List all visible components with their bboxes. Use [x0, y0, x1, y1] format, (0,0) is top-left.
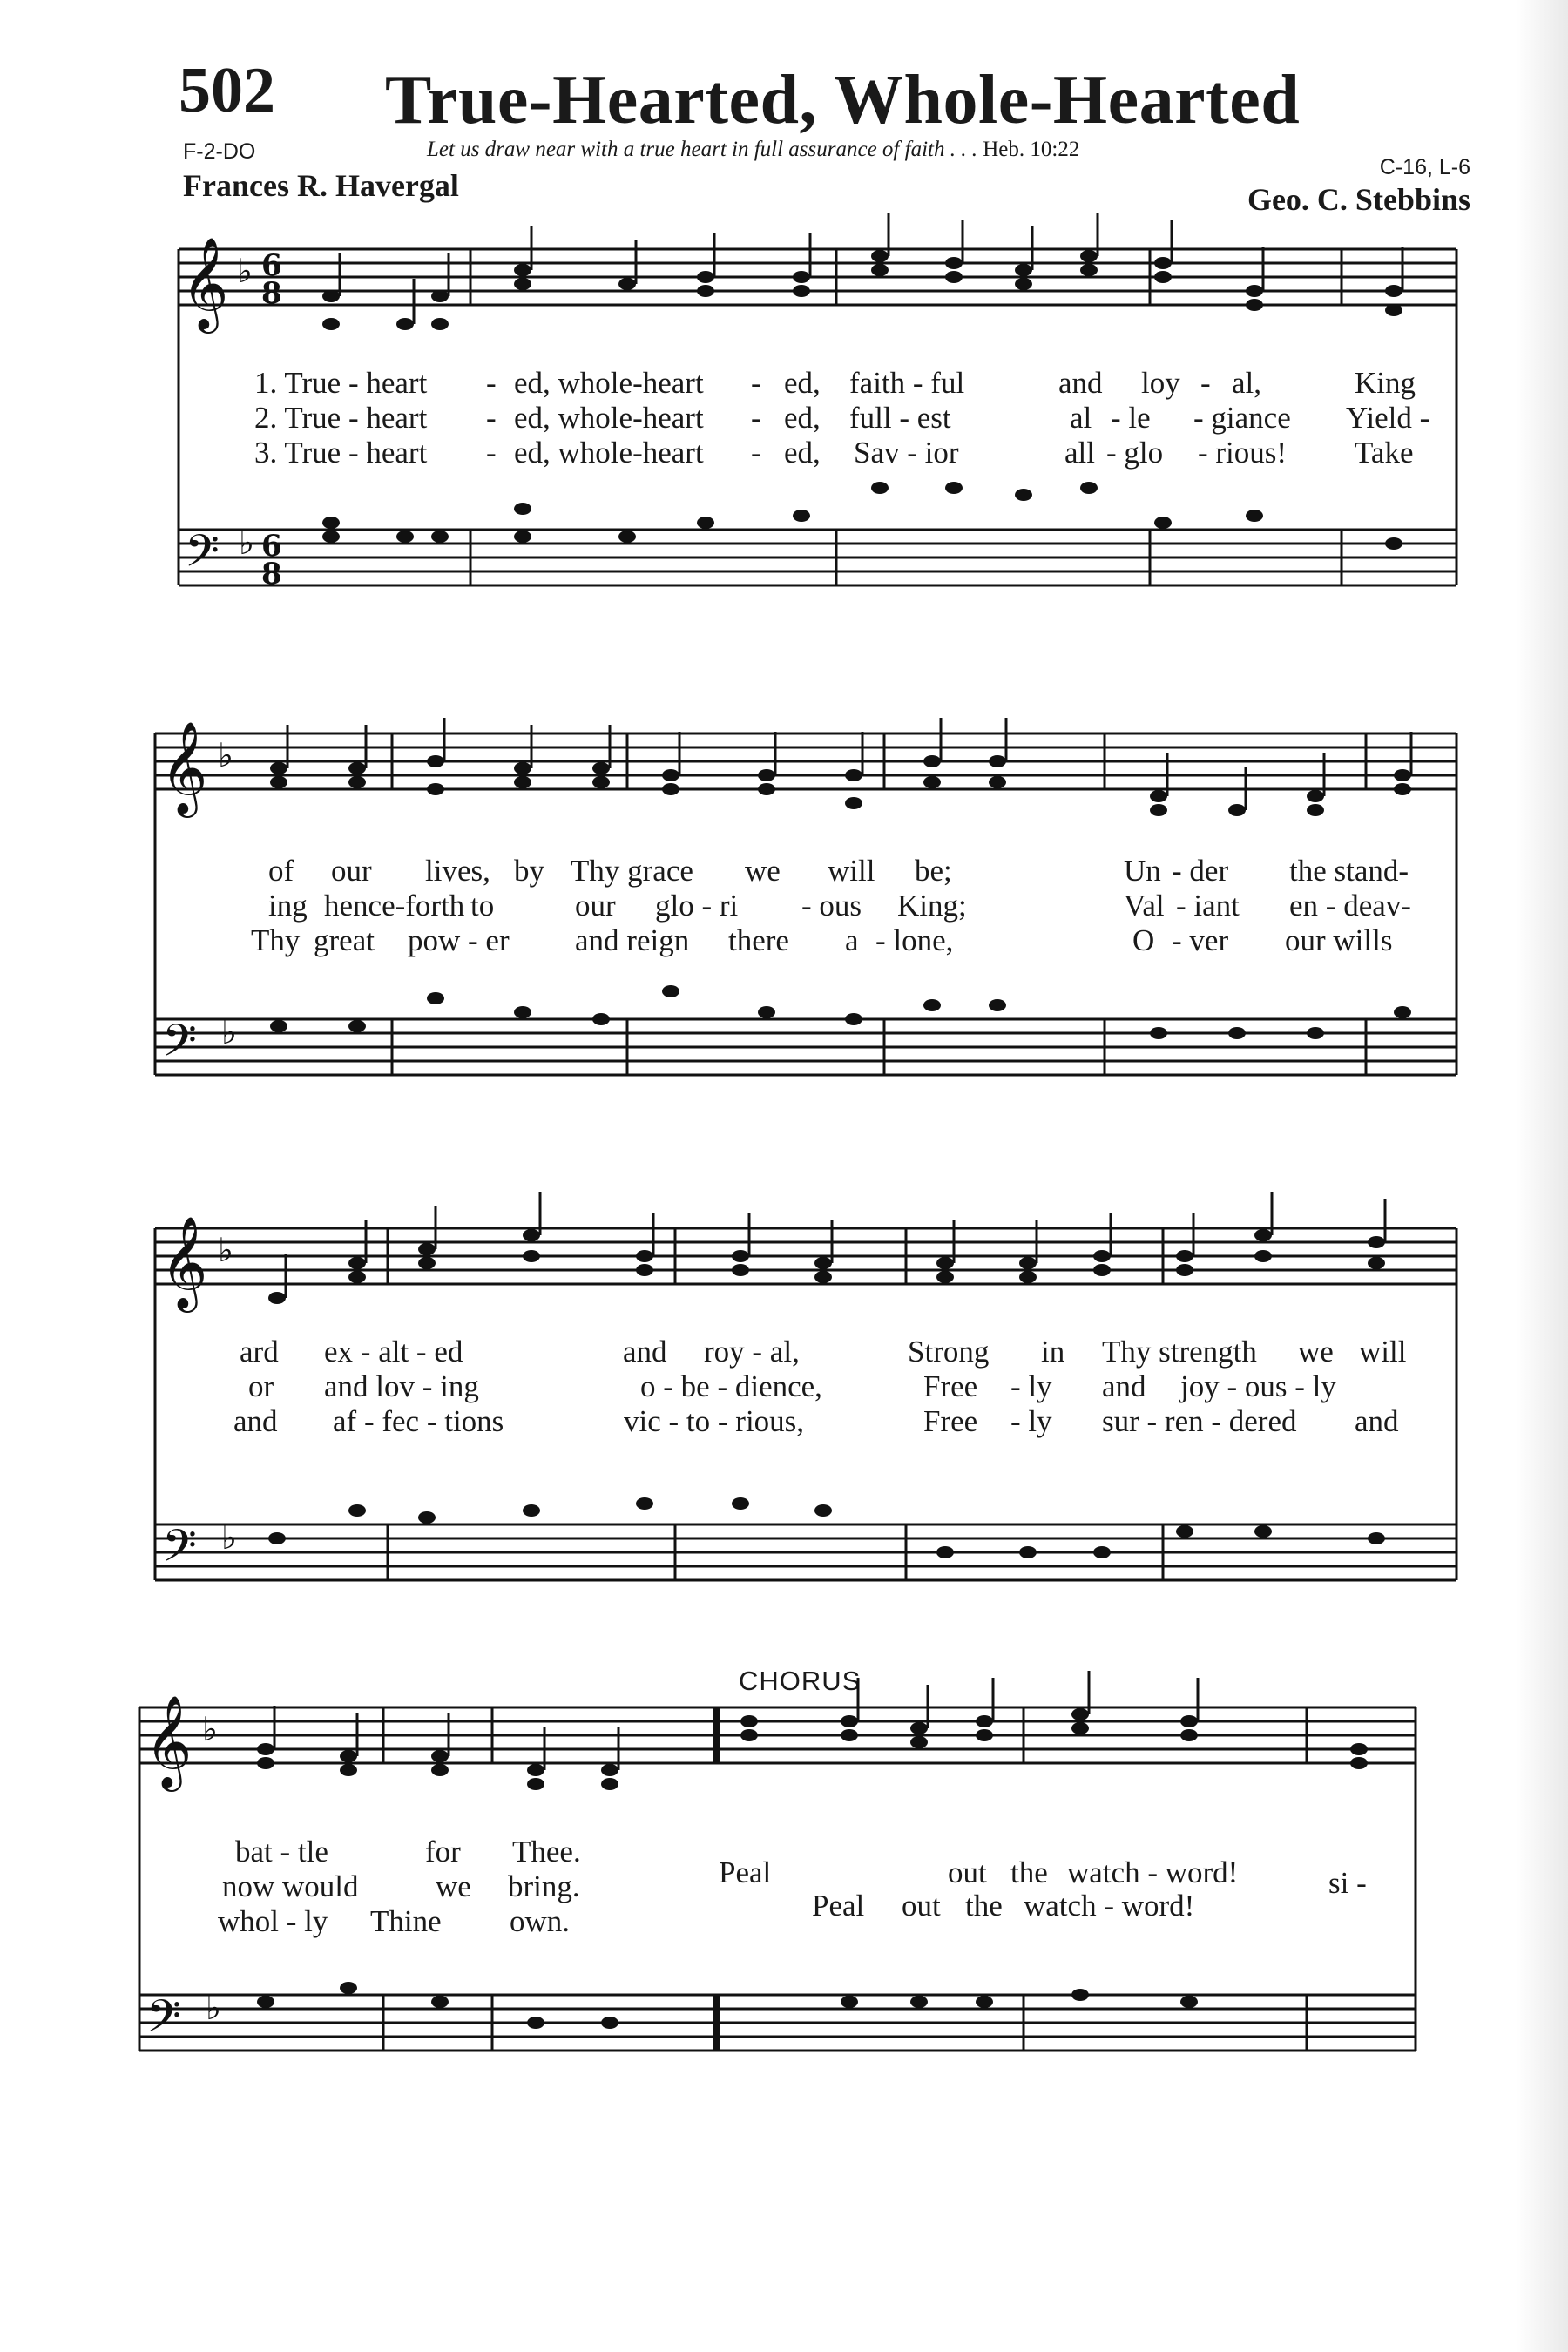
lyric-syllable: Val [1124, 889, 1165, 923]
lyric-syllable: bring. [508, 1869, 580, 1903]
lyric-syllable: ed, [784, 436, 821, 470]
lyric-syllable: Free [923, 1404, 978, 1438]
lyric-syllable: bat - tle [235, 1835, 328, 1869]
lyric-syllable: glo - ri [655, 889, 739, 923]
flat-sign-icon: ♭ [218, 1231, 233, 1269]
lyric-syllable: - ly [1010, 1369, 1052, 1403]
lyric-syllable: Peal [719, 1855, 772, 1889]
lyric-syllable: al [1070, 401, 1092, 435]
lyric-syllable: Thy strength [1102, 1335, 1257, 1369]
flat-sign-icon: ♭ [206, 1989, 221, 2027]
lyric-syllable: and reign [575, 923, 690, 957]
lyric-syllable: the [1010, 1855, 1048, 1889]
lyric-syllable: al, [1232, 366, 1262, 400]
lyric-syllable: loy [1141, 366, 1180, 400]
lyric-syllable: - ous [801, 889, 862, 923]
lyric-syllable: si - [1328, 1866, 1367, 1900]
treble-clef-icon: 𝄞 [160, 1215, 208, 1308]
lyric-syllable: own. [510, 1904, 571, 1938]
lyric-syllable: ed, whole-heart [514, 436, 704, 470]
flat-sign-icon: ♭ [239, 524, 254, 562]
flat-sign-icon: ♭ [237, 252, 253, 290]
lyric-syllable: - iant [1176, 889, 1240, 923]
lyric-syllable: we [1298, 1335, 1334, 1369]
lyric-syllable: for [425, 1835, 461, 1869]
lyric-syllable: - [486, 401, 497, 435]
lyric-syllable: - [751, 436, 761, 470]
lyric-syllable: Yield - [1346, 401, 1430, 435]
lyric-syllable: pow - er [408, 923, 510, 957]
lyric-syllable: the [965, 1889, 1003, 1923]
lyric-syllable: af - fec - tions [333, 1404, 504, 1438]
lyric-syllable: - [751, 366, 761, 400]
flat-sign-icon: ♭ [218, 736, 233, 774]
flat-sign-icon: ♭ [221, 1013, 237, 1051]
lyric-syllable: and [623, 1335, 667, 1369]
lyric-syllable: Free [923, 1369, 978, 1403]
lyric-syllable: watch - word! [1024, 1889, 1195, 1923]
chorus-label: CHORUS [739, 1666, 862, 1696]
lyric-syllable: - [1200, 366, 1211, 400]
lyric-syllable: joy - ous - ly [1180, 1369, 1336, 1403]
lyric-syllable: now would [222, 1869, 359, 1903]
lyric-syllable: a [845, 923, 859, 957]
lyric-syllable: by [514, 854, 544, 888]
lyric-syllable: - giance [1193, 401, 1291, 435]
treble-clef-icon: 𝄞 [145, 1694, 193, 1788]
tune-code: F-2-DO [183, 139, 256, 164]
lyric-syllable: our [575, 889, 616, 923]
lyric-syllable: there [728, 923, 789, 957]
lyric-syllable: Thine [370, 1904, 442, 1938]
lyric-syllable: 3. True - heart [254, 436, 428, 470]
lyric-syllable: - [486, 436, 497, 470]
bass-clef-icon: 𝄢 [162, 1014, 197, 1078]
lyric-syllable: o - be - dience, [640, 1369, 822, 1403]
lyric-syllable: full - est [849, 401, 951, 435]
lyric-syllable: ing [268, 889, 308, 923]
lyric-syllable: hence-forth [324, 889, 465, 923]
lyric-syllable: en - deav- [1289, 889, 1411, 923]
lyric-syllable: King [1355, 366, 1416, 400]
lyric-syllable: - [751, 401, 761, 435]
lyric-syllable: vic - to - rious, [624, 1404, 805, 1438]
epigraph-reference: Heb. 10:22 [983, 138, 1080, 161]
flat-sign-icon: ♭ [221, 1518, 237, 1557]
lyric-syllable: the stand- [1289, 854, 1409, 888]
lyric-syllable: King; [897, 889, 967, 923]
lyric-syllable: Un [1124, 854, 1161, 888]
hymn-title: True-Hearted, Whole-Hearted [385, 62, 1301, 139]
lyric-syllable: we [436, 1869, 471, 1903]
lyric-syllable: will [1359, 1335, 1407, 1369]
lyric-syllable: lives, [425, 854, 490, 888]
lyric-syllable: roy - al, [704, 1335, 800, 1369]
lyric-syllable: out [948, 1855, 987, 1889]
lyric-syllable: and [1102, 1369, 1146, 1403]
treble-clef-icon: 𝄞 [181, 236, 229, 329]
hymn-number: 502 [179, 55, 275, 126]
lyric-syllable: Thy [251, 923, 301, 957]
lyric-syllable: sur - ren - dered [1102, 1404, 1297, 1438]
lyric-syllable: ed, [784, 366, 821, 400]
lyric-syllable: - rious! [1198, 436, 1288, 470]
lyric-syllable: to [470, 889, 495, 923]
time-signature-denominator: 8 [261, 276, 282, 311]
lyric-syllable: - lone, [875, 923, 954, 957]
lyric-syllable: our [331, 854, 372, 888]
lyric-syllable: Thee. [512, 1835, 581, 1869]
lyric-syllable: in [1041, 1335, 1065, 1369]
lyric-syllable: ed, whole-heart [514, 366, 704, 400]
lyric-syllable: and lov - ing [324, 1369, 479, 1403]
lyric-line-verse-3 [0, 1904, 1568, 1943]
lyric-syllable: be; [915, 854, 952, 888]
lyric-syllable: - glo [1106, 436, 1164, 470]
flat-sign-icon: ♭ [202, 1710, 218, 1748]
lyric-syllable: or [248, 1369, 274, 1403]
time-signature-numerator: 6 [261, 529, 282, 564]
lyric-syllable: Peal [812, 1889, 865, 1923]
lyric-syllable: Thy grace [571, 854, 693, 888]
lyric-syllable: watch - word! [1067, 1855, 1239, 1889]
lyric-syllable: out [902, 1889, 941, 1923]
lyric-syllable: ex - alt - ed [324, 1335, 463, 1369]
epigraph-text: Let us draw near with a true heart in full assurance of faith . . . [427, 138, 977, 161]
treble-clef-icon: 𝄞 [160, 720, 208, 814]
lyric-syllable: O [1132, 923, 1155, 957]
lyric-syllable: faith - ful [849, 366, 965, 400]
meter-code: C-16, L-6 [1379, 155, 1470, 179]
lyric-syllable: - ver [1172, 923, 1229, 957]
time-signature-numerator: 6 [261, 248, 282, 283]
lyric-syllable: and [1355, 1404, 1399, 1438]
lyric-syllable: and [233, 1404, 278, 1438]
lyric-syllable: and [1058, 366, 1103, 400]
lyric-syllable: ed, whole-heart [514, 401, 704, 435]
lyric-syllable: great [314, 923, 375, 957]
lyric-syllable: - ly [1010, 1404, 1052, 1438]
time-signature-denominator: 8 [261, 557, 282, 591]
lyric-syllable: all [1064, 436, 1095, 470]
lyric-syllable: ard [240, 1335, 279, 1369]
lyric-syllable: of [268, 854, 294, 888]
lyric-syllable: - le [1111, 401, 1151, 435]
lyric-syllable: - [486, 366, 497, 400]
lyric-syllable: 2. True - heart [254, 401, 428, 435]
lyric-syllable: Strong [908, 1335, 990, 1369]
lyric-syllable: our wills [1285, 923, 1393, 957]
composer: Geo. C. Stebbins [1247, 182, 1470, 217]
lyric-syllable: we [745, 854, 781, 888]
bass-clef-icon: 𝄢 [146, 1990, 181, 2053]
lyric-syllable: Take [1355, 436, 1414, 470]
lyric-syllable: 1. True - heart [254, 366, 428, 400]
lyric-syllable: ed, [784, 401, 821, 435]
lyric-syllable: whol - ly [218, 1904, 328, 1938]
lyric-syllable: will [828, 854, 875, 888]
author: Frances R. Havergal [183, 168, 459, 203]
lyric-syllable: Sav - ior [854, 436, 959, 470]
bass-clef-icon: 𝄢 [162, 1519, 197, 1583]
lyric-syllable: - der [1172, 854, 1229, 888]
bass-clef-icon: 𝄢 [185, 524, 220, 588]
